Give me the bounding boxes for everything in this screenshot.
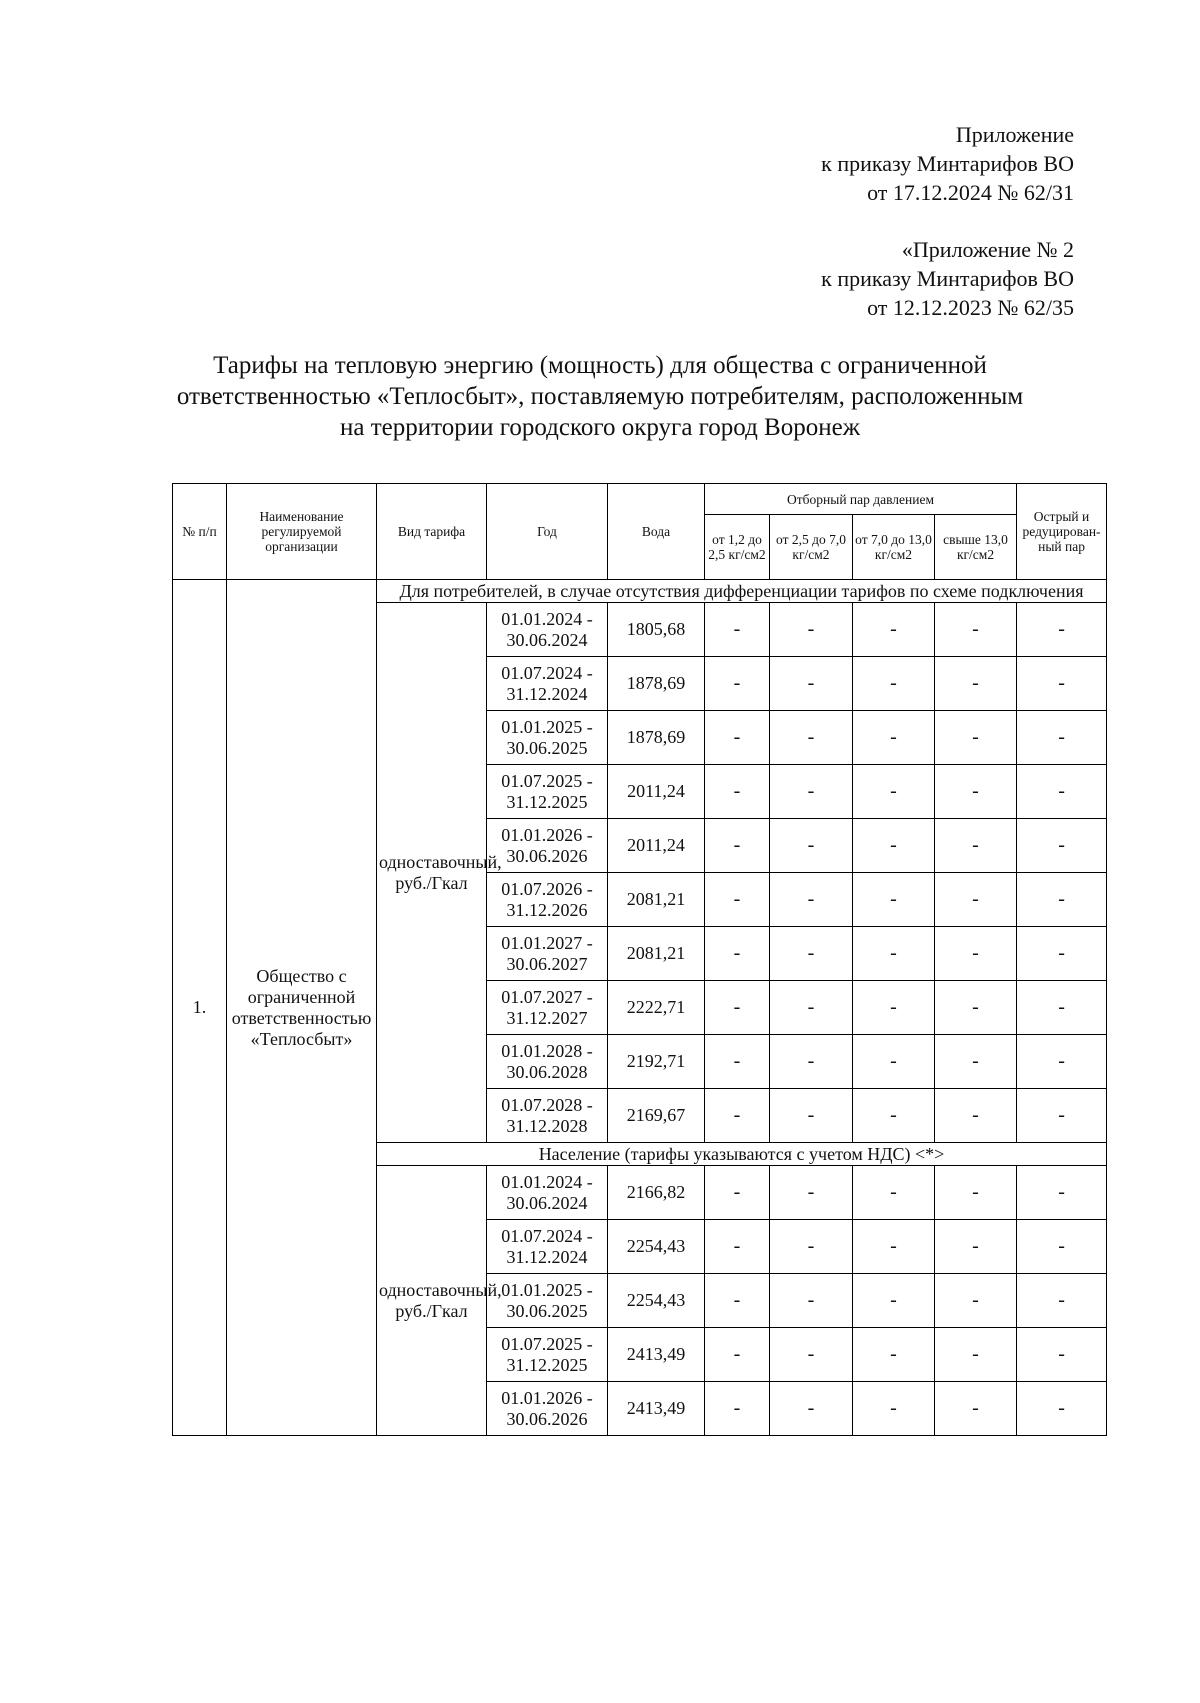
appendix-line-1: Приложение	[955, 122, 1074, 147]
water-tariff-cell: 2166,82	[608, 1166, 705, 1220]
appendix-quoted-line-1: «Приложение № 2	[901, 237, 1074, 262]
empty-value-cell: -	[853, 1220, 935, 1274]
empty-value-cell: -	[935, 1166, 1017, 1220]
empty-value-cell: -	[853, 927, 935, 981]
empty-value-cell: -	[1017, 927, 1107, 981]
header-water: Вода	[608, 484, 705, 580]
empty-value-cell: -	[770, 765, 853, 819]
water-tariff-cell: 2081,21	[608, 873, 705, 927]
empty-value-cell: -	[770, 711, 853, 765]
water-tariff-cell: 2011,24	[608, 819, 705, 873]
water-tariff-cell: 2169,67	[608, 1089, 705, 1143]
empty-value-cell: -	[1017, 1089, 1107, 1143]
empty-value-cell: -	[1017, 1166, 1107, 1220]
organization-name: Общество с ограниченной ответственностью «Теплосбыт»	[227, 580, 377, 1436]
empty-value-cell: -	[770, 819, 853, 873]
water-tariff-cell: 2081,21	[608, 927, 705, 981]
empty-value-cell: -	[770, 603, 853, 657]
empty-value-cell: -	[935, 1089, 1017, 1143]
empty-value-cell: -	[770, 927, 853, 981]
empty-value-cell: -	[1017, 657, 1107, 711]
empty-value-cell: -	[853, 873, 935, 927]
empty-value-cell: -	[705, 765, 770, 819]
empty-value-cell: -	[705, 1328, 770, 1382]
empty-value-cell: -	[770, 981, 853, 1035]
title-line-1: Тарифы на тепловую энергию (мощность) для общества с ограниченной	[213, 352, 987, 379]
empty-value-cell: -	[853, 1328, 935, 1382]
empty-value-cell: -	[1017, 603, 1107, 657]
header-org: Наименование регулируемой организации	[227, 484, 377, 580]
empty-value-cell: -	[770, 1089, 853, 1143]
water-tariff-cell: 2011,24	[608, 765, 705, 819]
empty-value-cell: -	[705, 1089, 770, 1143]
empty-value-cell: -	[770, 1220, 853, 1274]
empty-value-cell: -	[770, 1274, 853, 1328]
empty-value-cell: -	[705, 711, 770, 765]
tariff-type: одноставочный, руб./Гкал	[377, 603, 487, 1143]
water-tariff-cell: 2254,43	[608, 1220, 705, 1274]
empty-value-cell: -	[770, 873, 853, 927]
empty-value-cell: -	[705, 927, 770, 981]
empty-value-cell: -	[770, 1382, 853, 1436]
empty-value-cell: -	[1017, 819, 1107, 873]
empty-value-cell: -	[853, 657, 935, 711]
water-tariff-cell: 1878,69	[608, 711, 705, 765]
period-cell: 01.01.2026 - 30.06.2026	[487, 819, 608, 873]
header-steam-group: Отборный пар давлением	[705, 484, 1017, 515]
header-pressure-4: свыше 13,0 кг/см2	[935, 515, 1017, 580]
empty-value-cell: -	[705, 1274, 770, 1328]
empty-value-cell: -	[705, 1382, 770, 1436]
empty-value-cell: -	[705, 1220, 770, 1274]
empty-value-cell: -	[770, 1166, 853, 1220]
period-cell: 01.07.2024 - 31.12.2024	[487, 657, 608, 711]
section-title: Для потребителей, в случае отсутствия дифференциации тарифов по схеме подключения	[377, 580, 1107, 603]
empty-value-cell: -	[935, 873, 1017, 927]
empty-value-cell: -	[935, 1328, 1017, 1382]
period-cell: 01.07.2028 - 31.12.2028	[487, 1089, 608, 1143]
document-title	[150, 350, 1050, 443]
empty-value-cell: -	[853, 1166, 935, 1220]
empty-value-cell: -	[853, 603, 935, 657]
empty-value-cell: -	[705, 819, 770, 873]
period-cell: 01.01.2024 - 30.06.2024	[487, 603, 608, 657]
period-cell: 01.01.2024 - 30.06.2024	[487, 1166, 608, 1220]
empty-value-cell: -	[705, 603, 770, 657]
empty-value-cell: -	[935, 1382, 1017, 1436]
period-cell: 01.07.2027 - 31.12.2027	[487, 981, 608, 1035]
empty-value-cell: -	[1017, 765, 1107, 819]
empty-value-cell: -	[935, 927, 1017, 981]
period-cell: 01.01.2025 - 30.06.2025	[487, 711, 608, 765]
empty-value-cell: -	[853, 765, 935, 819]
period-cell: 01.07.2025 - 31.12.2025	[487, 765, 608, 819]
section-title: Население (тарифы указываются с учетом НДС) <*>	[377, 1143, 1107, 1166]
row-number: 1.	[173, 580, 227, 1436]
appendix-quoted-line-3: от 12.12.2023 № 62/35	[867, 295, 1074, 320]
tariff-type: одноставочный, руб./Гкал	[377, 1166, 487, 1436]
section-header-row	[173, 580, 1107, 603]
header-sharp-steam: Острый и редуцирован-ный пар	[1017, 484, 1107, 580]
water-tariff-cell: 1805,68	[608, 603, 705, 657]
header-pressure-1: от 1,2 до 2,5 кг/см2	[705, 515, 770, 580]
empty-value-cell: -	[1017, 873, 1107, 927]
empty-value-cell: -	[705, 981, 770, 1035]
appendix-line-2: к приказу Минтарифов ВО	[821, 151, 1074, 176]
period-cell: 01.01.2027 - 30.06.2027	[487, 927, 608, 981]
empty-value-cell: -	[705, 873, 770, 927]
period-cell: 01.07.2024 - 31.12.2024	[487, 1220, 608, 1274]
empty-value-cell: -	[935, 711, 1017, 765]
appendix-quoted-header	[821, 235, 1074, 322]
empty-value-cell: -	[935, 765, 1017, 819]
water-tariff-cell: 2413,49	[608, 1328, 705, 1382]
empty-value-cell: -	[1017, 1220, 1107, 1274]
empty-value-cell: -	[1017, 981, 1107, 1035]
water-tariff-cell: 1878,69	[608, 657, 705, 711]
water-tariff-cell: 2222,71	[608, 981, 705, 1035]
header-pressure-3: от 7,0 до 13,0 кг/см2	[853, 515, 935, 580]
period-cell: 01.01.2028 - 30.06.2028	[487, 1035, 608, 1089]
water-tariff-cell: 2413,49	[608, 1382, 705, 1436]
empty-value-cell: -	[705, 657, 770, 711]
empty-value-cell: -	[770, 1328, 853, 1382]
appendix-header	[821, 120, 1074, 207]
appendix-quoted-line-2: к приказу Минтарифов ВО	[821, 266, 1074, 291]
header-pressure-2: от 2,5 до 7,0 кг/см2	[770, 515, 853, 580]
empty-value-cell: -	[853, 1035, 935, 1089]
empty-value-cell: -	[705, 1166, 770, 1220]
period-cell: 01.07.2026 - 31.12.2026	[487, 873, 608, 927]
header-tariff-type: Вид тарифа	[377, 484, 487, 580]
empty-value-cell: -	[770, 1035, 853, 1089]
title-line-2: ответственностью «Теплосбыт», поставляемую потребителям, расположенным	[176, 383, 1024, 410]
header-year: Год	[487, 484, 608, 580]
tariff-table	[172, 483, 1107, 1436]
empty-value-cell: -	[935, 1274, 1017, 1328]
period-cell: 01.01.2025 - 30.06.2025	[487, 1274, 608, 1328]
header-num: № п/п	[173, 484, 227, 580]
empty-value-cell: -	[1017, 1274, 1107, 1328]
empty-value-cell: -	[935, 1035, 1017, 1089]
empty-value-cell: -	[853, 1382, 935, 1436]
empty-value-cell: -	[853, 819, 935, 873]
empty-value-cell: -	[853, 1089, 935, 1143]
period-cell: 01.01.2026 - 30.06.2026	[487, 1382, 608, 1436]
empty-value-cell: -	[770, 657, 853, 711]
empty-value-cell: -	[935, 657, 1017, 711]
water-tariff-cell: 2192,71	[608, 1035, 705, 1089]
empty-value-cell: -	[935, 819, 1017, 873]
empty-value-cell: -	[705, 1035, 770, 1089]
empty-value-cell: -	[935, 981, 1017, 1035]
empty-value-cell: -	[935, 1220, 1017, 1274]
title-line-3: на территории городского округа город Воронеж	[340, 414, 860, 441]
water-tariff-cell: 2254,43	[608, 1274, 705, 1328]
empty-value-cell: -	[853, 981, 935, 1035]
empty-value-cell: -	[1017, 1035, 1107, 1089]
empty-value-cell: -	[1017, 711, 1107, 765]
appendix-line-3: от 17.12.2024 № 62/31	[867, 180, 1074, 205]
empty-value-cell: -	[1017, 1382, 1107, 1436]
empty-value-cell: -	[1017, 1328, 1107, 1382]
empty-value-cell: -	[853, 1274, 935, 1328]
empty-value-cell: -	[853, 711, 935, 765]
empty-value-cell: -	[935, 603, 1017, 657]
period-cell: 01.07.2025 - 31.12.2025	[487, 1328, 608, 1382]
